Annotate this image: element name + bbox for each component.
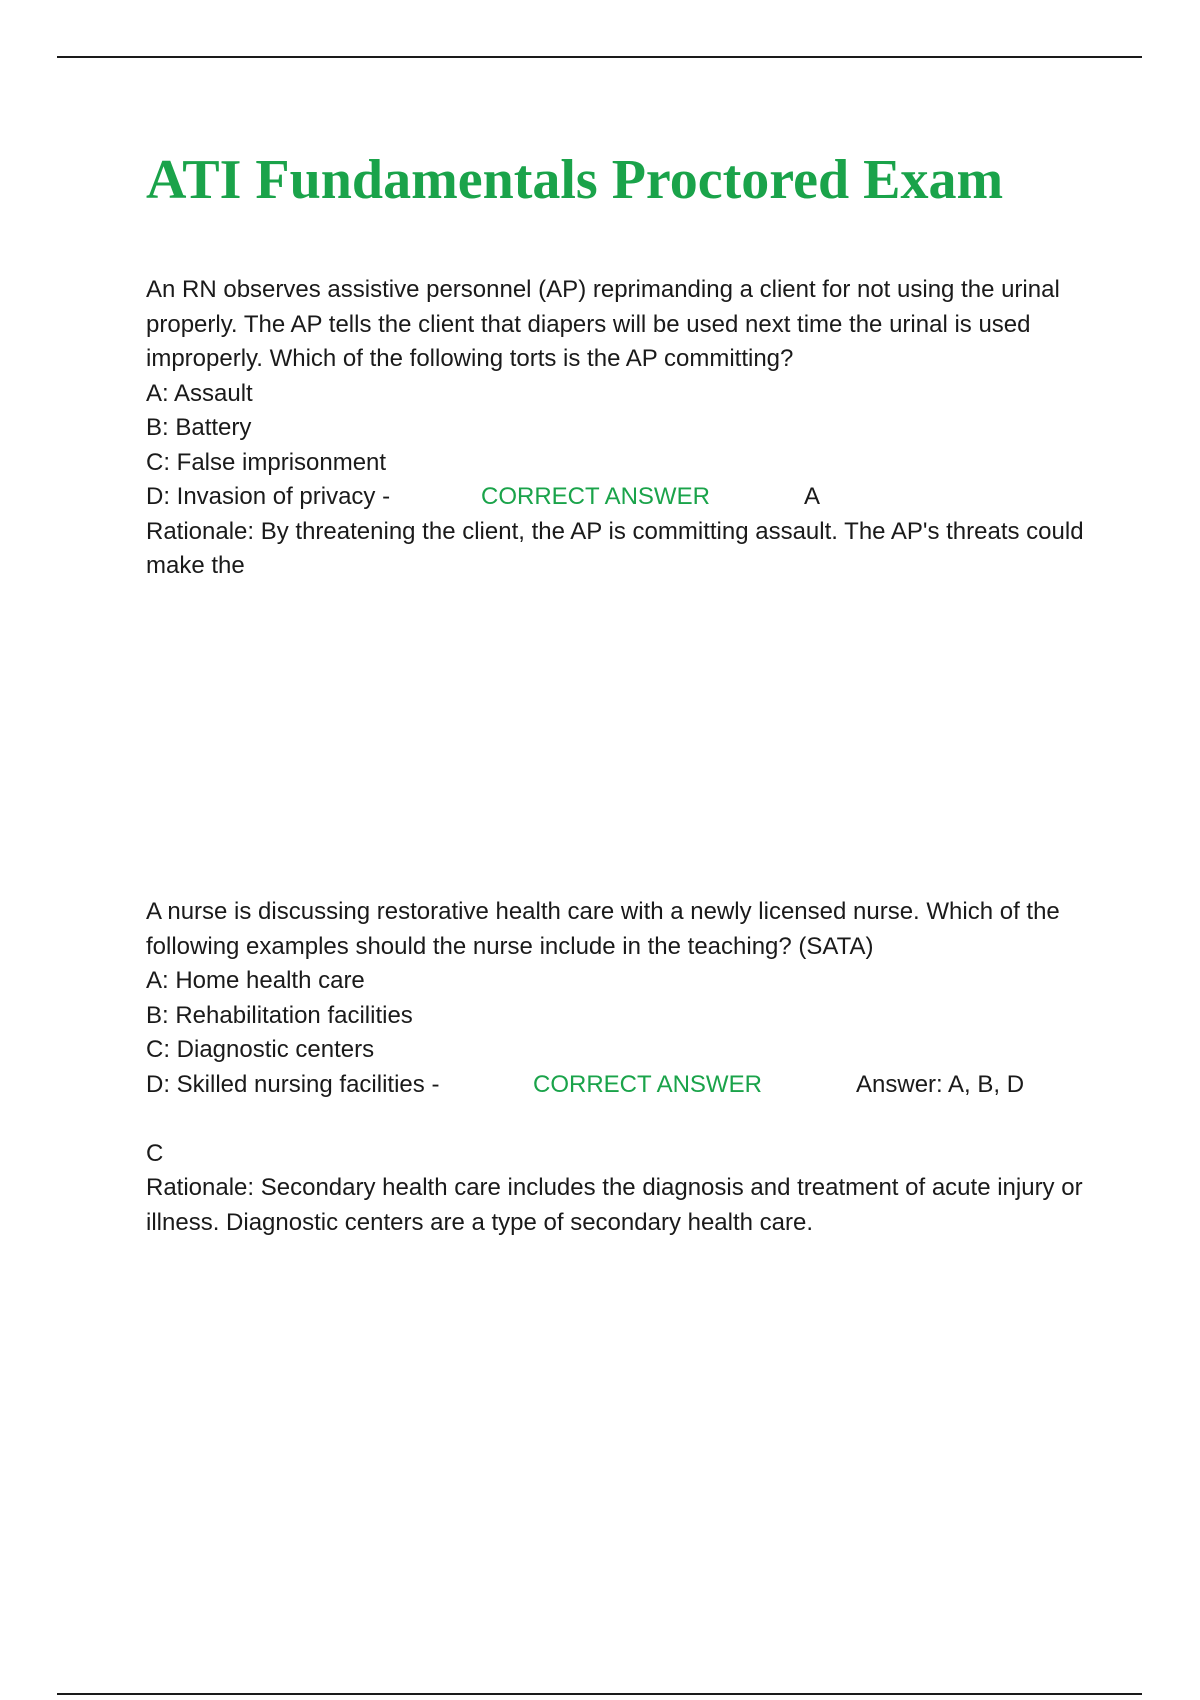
rationale: Rationale: By threatening the client, the AP is committing assault. The AP's threats could make the xyxy=(146,517,1084,579)
answer-note: C xyxy=(146,1139,164,1167)
question-stem: An RN observes assistive personnel (AP) reprimanding a client for not using the urinal properly. The AP tells the client that diapers will be used next time the urinal is used improperly. Which of the following torts is the AP committing? xyxy=(146,276,1060,372)
option-d: D: Invasion of privacy - xyxy=(146,483,391,510)
document-title: ATI Fundamentals Proctored Exam xyxy=(146,149,1004,211)
blank-line xyxy=(146,1102,1106,1137)
option-b: B: Rehabilitation facilities xyxy=(146,1001,413,1029)
answer-row xyxy=(146,1068,1106,1103)
option-a: A: Home health care xyxy=(146,967,365,994)
question-stem: A nurse is discussing restorative health care with a newly licensed nurse. Which of the following examples should the nurse include in the teaching? (SATA) xyxy=(146,898,1060,960)
footer-rule xyxy=(57,1693,1142,1695)
header-rule xyxy=(57,56,1142,58)
answer-row xyxy=(146,480,1106,515)
correct-answer-label: CORRECT ANSWER xyxy=(533,1070,762,1098)
question-2 xyxy=(146,895,1106,1240)
option-b: B: Battery xyxy=(146,414,252,441)
answer-value: Answer: A, B, D xyxy=(856,1070,1025,1098)
option-c: C: Diagnostic centers xyxy=(146,1036,375,1063)
correct-answer-label: CORRECT ANSWER xyxy=(481,483,710,510)
option-d: D: Skilled nursing facilities - xyxy=(146,1070,440,1098)
rationale: Rationale: Secondary health care includes the diagnosis and treatment of acute injury or illness. Diagnostic centers are a type of secondary health care. xyxy=(146,1174,1083,1236)
question-1 xyxy=(146,273,1106,584)
option-c: C: False imprisonment xyxy=(146,448,387,476)
option-a: A: Assault xyxy=(146,379,253,407)
answer-value: A xyxy=(804,483,821,510)
